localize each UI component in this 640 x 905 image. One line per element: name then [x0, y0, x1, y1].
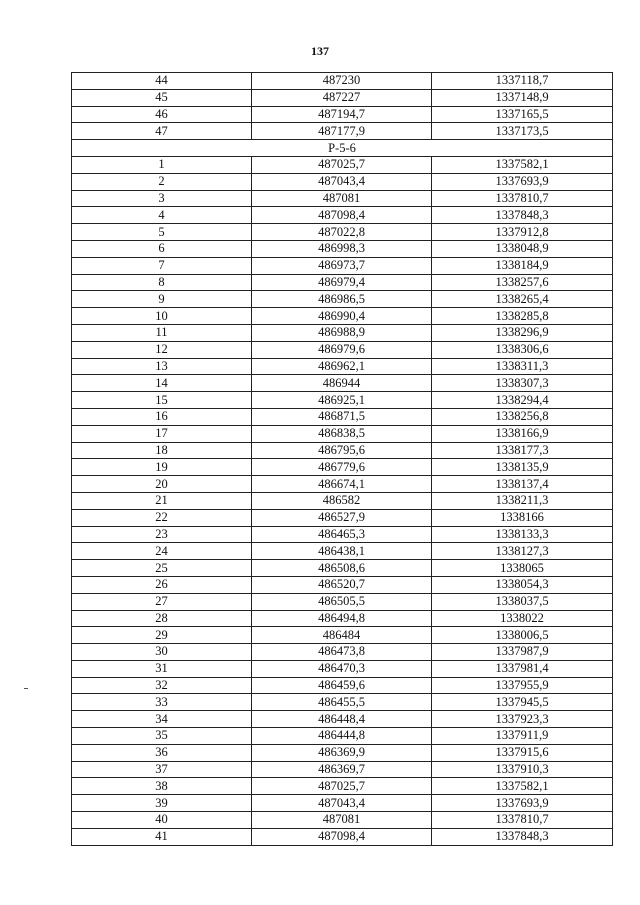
y-coordinate-cell: 1337955,9 — [432, 677, 613, 694]
point-number-cell: 21 — [72, 492, 252, 509]
x-coordinate-cell: 486527,9 — [252, 509, 432, 526]
y-coordinate-cell: 1337165,5 — [432, 106, 613, 123]
point-number-cell: 41 — [72, 828, 252, 845]
x-coordinate-cell: 487043,4 — [252, 173, 432, 190]
y-coordinate-cell: 1338256,8 — [432, 408, 613, 425]
table-row — [72, 89, 613, 106]
x-coordinate-cell: 487022,8 — [252, 224, 432, 241]
x-coordinate-cell: 486494,8 — [252, 610, 432, 627]
point-number-cell: 27 — [72, 593, 252, 610]
table-row — [72, 408, 613, 425]
table-row — [72, 728, 613, 745]
y-coordinate-cell: 1338037,5 — [432, 593, 613, 610]
y-coordinate-cell: 1338285,8 — [432, 308, 613, 325]
y-coordinate-cell: 1338133,3 — [432, 526, 613, 543]
x-coordinate-cell: 486448,4 — [252, 711, 432, 728]
x-coordinate-cell: 486505,5 — [252, 593, 432, 610]
x-coordinate-cell: 486470,3 — [252, 660, 432, 677]
x-coordinate-cell: 486779,6 — [252, 459, 432, 476]
point-number-cell: 35 — [72, 728, 252, 745]
table-row — [72, 677, 613, 694]
table-row — [72, 576, 613, 593]
y-coordinate-cell: 1337911,9 — [432, 728, 613, 745]
x-coordinate-cell: 486455,5 — [252, 694, 432, 711]
y-coordinate-cell: 1338296,9 — [432, 324, 613, 341]
y-coordinate-cell: 1337582,1 — [432, 778, 613, 795]
x-coordinate-cell: 486973,7 — [252, 257, 432, 274]
point-number-cell: 18 — [72, 442, 252, 459]
y-coordinate-cell: 1338135,9 — [432, 459, 613, 476]
table-row — [72, 593, 613, 610]
point-number-cell: 34 — [72, 711, 252, 728]
point-number-cell: 9 — [72, 291, 252, 308]
y-coordinate-cell: 1338265,4 — [432, 291, 613, 308]
y-coordinate-cell: 1337910,3 — [432, 761, 613, 778]
x-coordinate-cell: 487230 — [252, 73, 432, 90]
table-row — [72, 207, 613, 224]
point-number-cell: 37 — [72, 761, 252, 778]
y-coordinate-cell: 1337173,5 — [432, 123, 613, 140]
x-coordinate-cell: 486979,6 — [252, 341, 432, 358]
y-coordinate-cell: 1337987,9 — [432, 644, 613, 661]
point-number-cell: 20 — [72, 476, 252, 493]
y-coordinate-cell: 1337945,5 — [432, 694, 613, 711]
table-row — [72, 224, 613, 241]
x-coordinate-cell: 486444,8 — [252, 728, 432, 745]
y-coordinate-cell: 1338137,4 — [432, 476, 613, 493]
table-row — [72, 492, 613, 509]
coordinates-table-body — [72, 73, 613, 846]
x-coordinate-cell: 486998,3 — [252, 240, 432, 257]
point-number-cell: 19 — [72, 459, 252, 476]
x-coordinate-cell: 486990,4 — [252, 308, 432, 325]
table-row — [72, 812, 613, 829]
point-number-cell: 31 — [72, 660, 252, 677]
table-row — [72, 324, 613, 341]
table-row — [72, 627, 613, 644]
point-number-cell: 24 — [72, 543, 252, 560]
x-coordinate-cell: 486795,6 — [252, 442, 432, 459]
table-row — [72, 375, 613, 392]
point-number-cell: 23 — [72, 526, 252, 543]
x-coordinate-cell: 486582 — [252, 492, 432, 509]
point-number-cell: 38 — [72, 778, 252, 795]
y-coordinate-cell: 1337582,1 — [432, 156, 613, 173]
table-row — [72, 744, 613, 761]
table-row — [72, 694, 613, 711]
table-row — [72, 274, 613, 291]
point-number-cell: 12 — [72, 341, 252, 358]
table-row — [72, 73, 613, 90]
point-number-cell: 36 — [72, 744, 252, 761]
table-row — [72, 123, 613, 140]
point-number-cell: 8 — [72, 274, 252, 291]
table-row — [72, 644, 613, 661]
table-row — [72, 543, 613, 560]
x-coordinate-cell: 486944 — [252, 375, 432, 392]
table-row — [72, 156, 613, 173]
section-label: P-5-6 — [72, 140, 613, 157]
x-coordinate-cell: 486986,5 — [252, 291, 432, 308]
x-coordinate-cell: 487025,7 — [252, 156, 432, 173]
table-row — [72, 291, 613, 308]
x-coordinate-cell: 487043,4 — [252, 795, 432, 812]
table-row — [72, 442, 613, 459]
point-number-cell: 14 — [72, 375, 252, 392]
y-coordinate-cell: 1338177,3 — [432, 442, 613, 459]
point-number-cell: 2 — [72, 173, 252, 190]
table-row — [72, 173, 613, 190]
table-row — [72, 526, 613, 543]
table-row — [72, 106, 613, 123]
y-coordinate-cell: 1338127,3 — [432, 543, 613, 560]
table-row — [72, 308, 613, 325]
y-coordinate-cell: 1337981,4 — [432, 660, 613, 677]
point-number-cell: 39 — [72, 795, 252, 812]
y-coordinate-cell: 1338257,6 — [432, 274, 613, 291]
x-coordinate-cell: 487194,7 — [252, 106, 432, 123]
x-coordinate-cell: 486925,1 — [252, 392, 432, 409]
y-coordinate-cell: 1337848,3 — [432, 207, 613, 224]
point-number-cell: 28 — [72, 610, 252, 627]
y-coordinate-cell: 1338166 — [432, 509, 613, 526]
point-number-cell: 7 — [72, 257, 252, 274]
y-coordinate-cell: 1337693,9 — [432, 795, 613, 812]
table-row — [72, 828, 613, 845]
point-number-cell: 33 — [72, 694, 252, 711]
table-row — [72, 795, 613, 812]
point-number-cell: 25 — [72, 560, 252, 577]
point-number-cell: 44 — [72, 73, 252, 90]
y-coordinate-cell: 1338211,3 — [432, 492, 613, 509]
x-coordinate-cell: 486979,4 — [252, 274, 432, 291]
x-coordinate-cell: 486369,7 — [252, 761, 432, 778]
y-coordinate-cell: 1338022 — [432, 610, 613, 627]
point-number-cell: 6 — [72, 240, 252, 257]
x-coordinate-cell: 486484 — [252, 627, 432, 644]
table-row — [72, 341, 613, 358]
point-number-cell: 13 — [72, 358, 252, 375]
y-coordinate-cell: 1338184,9 — [432, 257, 613, 274]
x-coordinate-cell: 487025,7 — [252, 778, 432, 795]
table-row — [72, 257, 613, 274]
table-row — [72, 459, 613, 476]
point-number-cell: 22 — [72, 509, 252, 526]
x-coordinate-cell: 486871,5 — [252, 408, 432, 425]
table-row — [72, 761, 613, 778]
y-coordinate-cell: 1338006,5 — [432, 627, 613, 644]
y-coordinate-cell: 1338054,3 — [432, 576, 613, 593]
point-number-cell: 30 — [72, 644, 252, 661]
point-number-cell: 11 — [72, 324, 252, 341]
y-coordinate-cell: 1338294,4 — [432, 392, 613, 409]
x-coordinate-cell: 487081 — [252, 812, 432, 829]
y-coordinate-cell: 1337693,9 — [432, 173, 613, 190]
table-row — [72, 240, 613, 257]
x-coordinate-cell: 486962,1 — [252, 358, 432, 375]
table-row — [72, 560, 613, 577]
y-coordinate-cell: 1337810,7 — [432, 190, 613, 207]
point-number-cell: 5 — [72, 224, 252, 241]
table-row — [72, 711, 613, 728]
y-coordinate-cell: 1338307,3 — [432, 375, 613, 392]
point-number-cell: 46 — [72, 106, 252, 123]
x-coordinate-cell: 486438,1 — [252, 543, 432, 560]
x-coordinate-cell: 486988,9 — [252, 324, 432, 341]
table-row — [72, 190, 613, 207]
point-number-cell: 17 — [72, 425, 252, 442]
page-number: 137 — [311, 44, 329, 58]
x-coordinate-cell: 487098,4 — [252, 828, 432, 845]
point-number-cell: 16 — [72, 408, 252, 425]
table-row — [72, 509, 613, 526]
point-number-cell: 47 — [72, 123, 252, 140]
x-coordinate-cell: 487227 — [252, 89, 432, 106]
x-coordinate-cell: 487177,9 — [252, 123, 432, 140]
x-coordinate-cell: 486465,3 — [252, 526, 432, 543]
section-row — [72, 140, 613, 157]
table-row — [72, 610, 613, 627]
table-row — [72, 778, 613, 795]
x-coordinate-cell: 486674,1 — [252, 476, 432, 493]
x-coordinate-cell: 486520,7 — [252, 576, 432, 593]
table-row — [72, 660, 613, 677]
y-coordinate-cell: 1337118,7 — [432, 73, 613, 90]
table-row — [72, 425, 613, 442]
y-coordinate-cell: 1337912,8 — [432, 224, 613, 241]
y-coordinate-cell: 1337810,7 — [432, 812, 613, 829]
y-coordinate-cell: 1338311,3 — [432, 358, 613, 375]
coordinates-table — [71, 72, 613, 846]
point-number-cell: 10 — [72, 308, 252, 325]
y-coordinate-cell: 1337148,9 — [432, 89, 613, 106]
x-coordinate-cell: 486838,5 — [252, 425, 432, 442]
point-number-cell: 4 — [72, 207, 252, 224]
x-coordinate-cell: 486369,9 — [252, 744, 432, 761]
x-coordinate-cell: 486473,8 — [252, 644, 432, 661]
table-row — [72, 358, 613, 375]
table-row — [72, 392, 613, 409]
margin-mark — [24, 688, 28, 689]
point-number-cell: 1 — [72, 156, 252, 173]
point-number-cell: 45 — [72, 89, 252, 106]
point-number-cell: 15 — [72, 392, 252, 409]
point-number-cell: 26 — [72, 576, 252, 593]
point-number-cell: 32 — [72, 677, 252, 694]
x-coordinate-cell: 486508,6 — [252, 560, 432, 577]
x-coordinate-cell: 487081 — [252, 190, 432, 207]
y-coordinate-cell: 1338166,9 — [432, 425, 613, 442]
y-coordinate-cell: 1338065 — [432, 560, 613, 577]
y-coordinate-cell: 1338306,6 — [432, 341, 613, 358]
point-number-cell: 3 — [72, 190, 252, 207]
y-coordinate-cell: 1337923,3 — [432, 711, 613, 728]
table-row — [72, 476, 613, 493]
x-coordinate-cell: 487098,4 — [252, 207, 432, 224]
point-number-cell: 40 — [72, 812, 252, 829]
x-coordinate-cell: 486459,6 — [252, 677, 432, 694]
point-number-cell: 29 — [72, 627, 252, 644]
y-coordinate-cell: 1338048,9 — [432, 240, 613, 257]
y-coordinate-cell: 1337915,6 — [432, 744, 613, 761]
y-coordinate-cell: 1337848,3 — [432, 828, 613, 845]
